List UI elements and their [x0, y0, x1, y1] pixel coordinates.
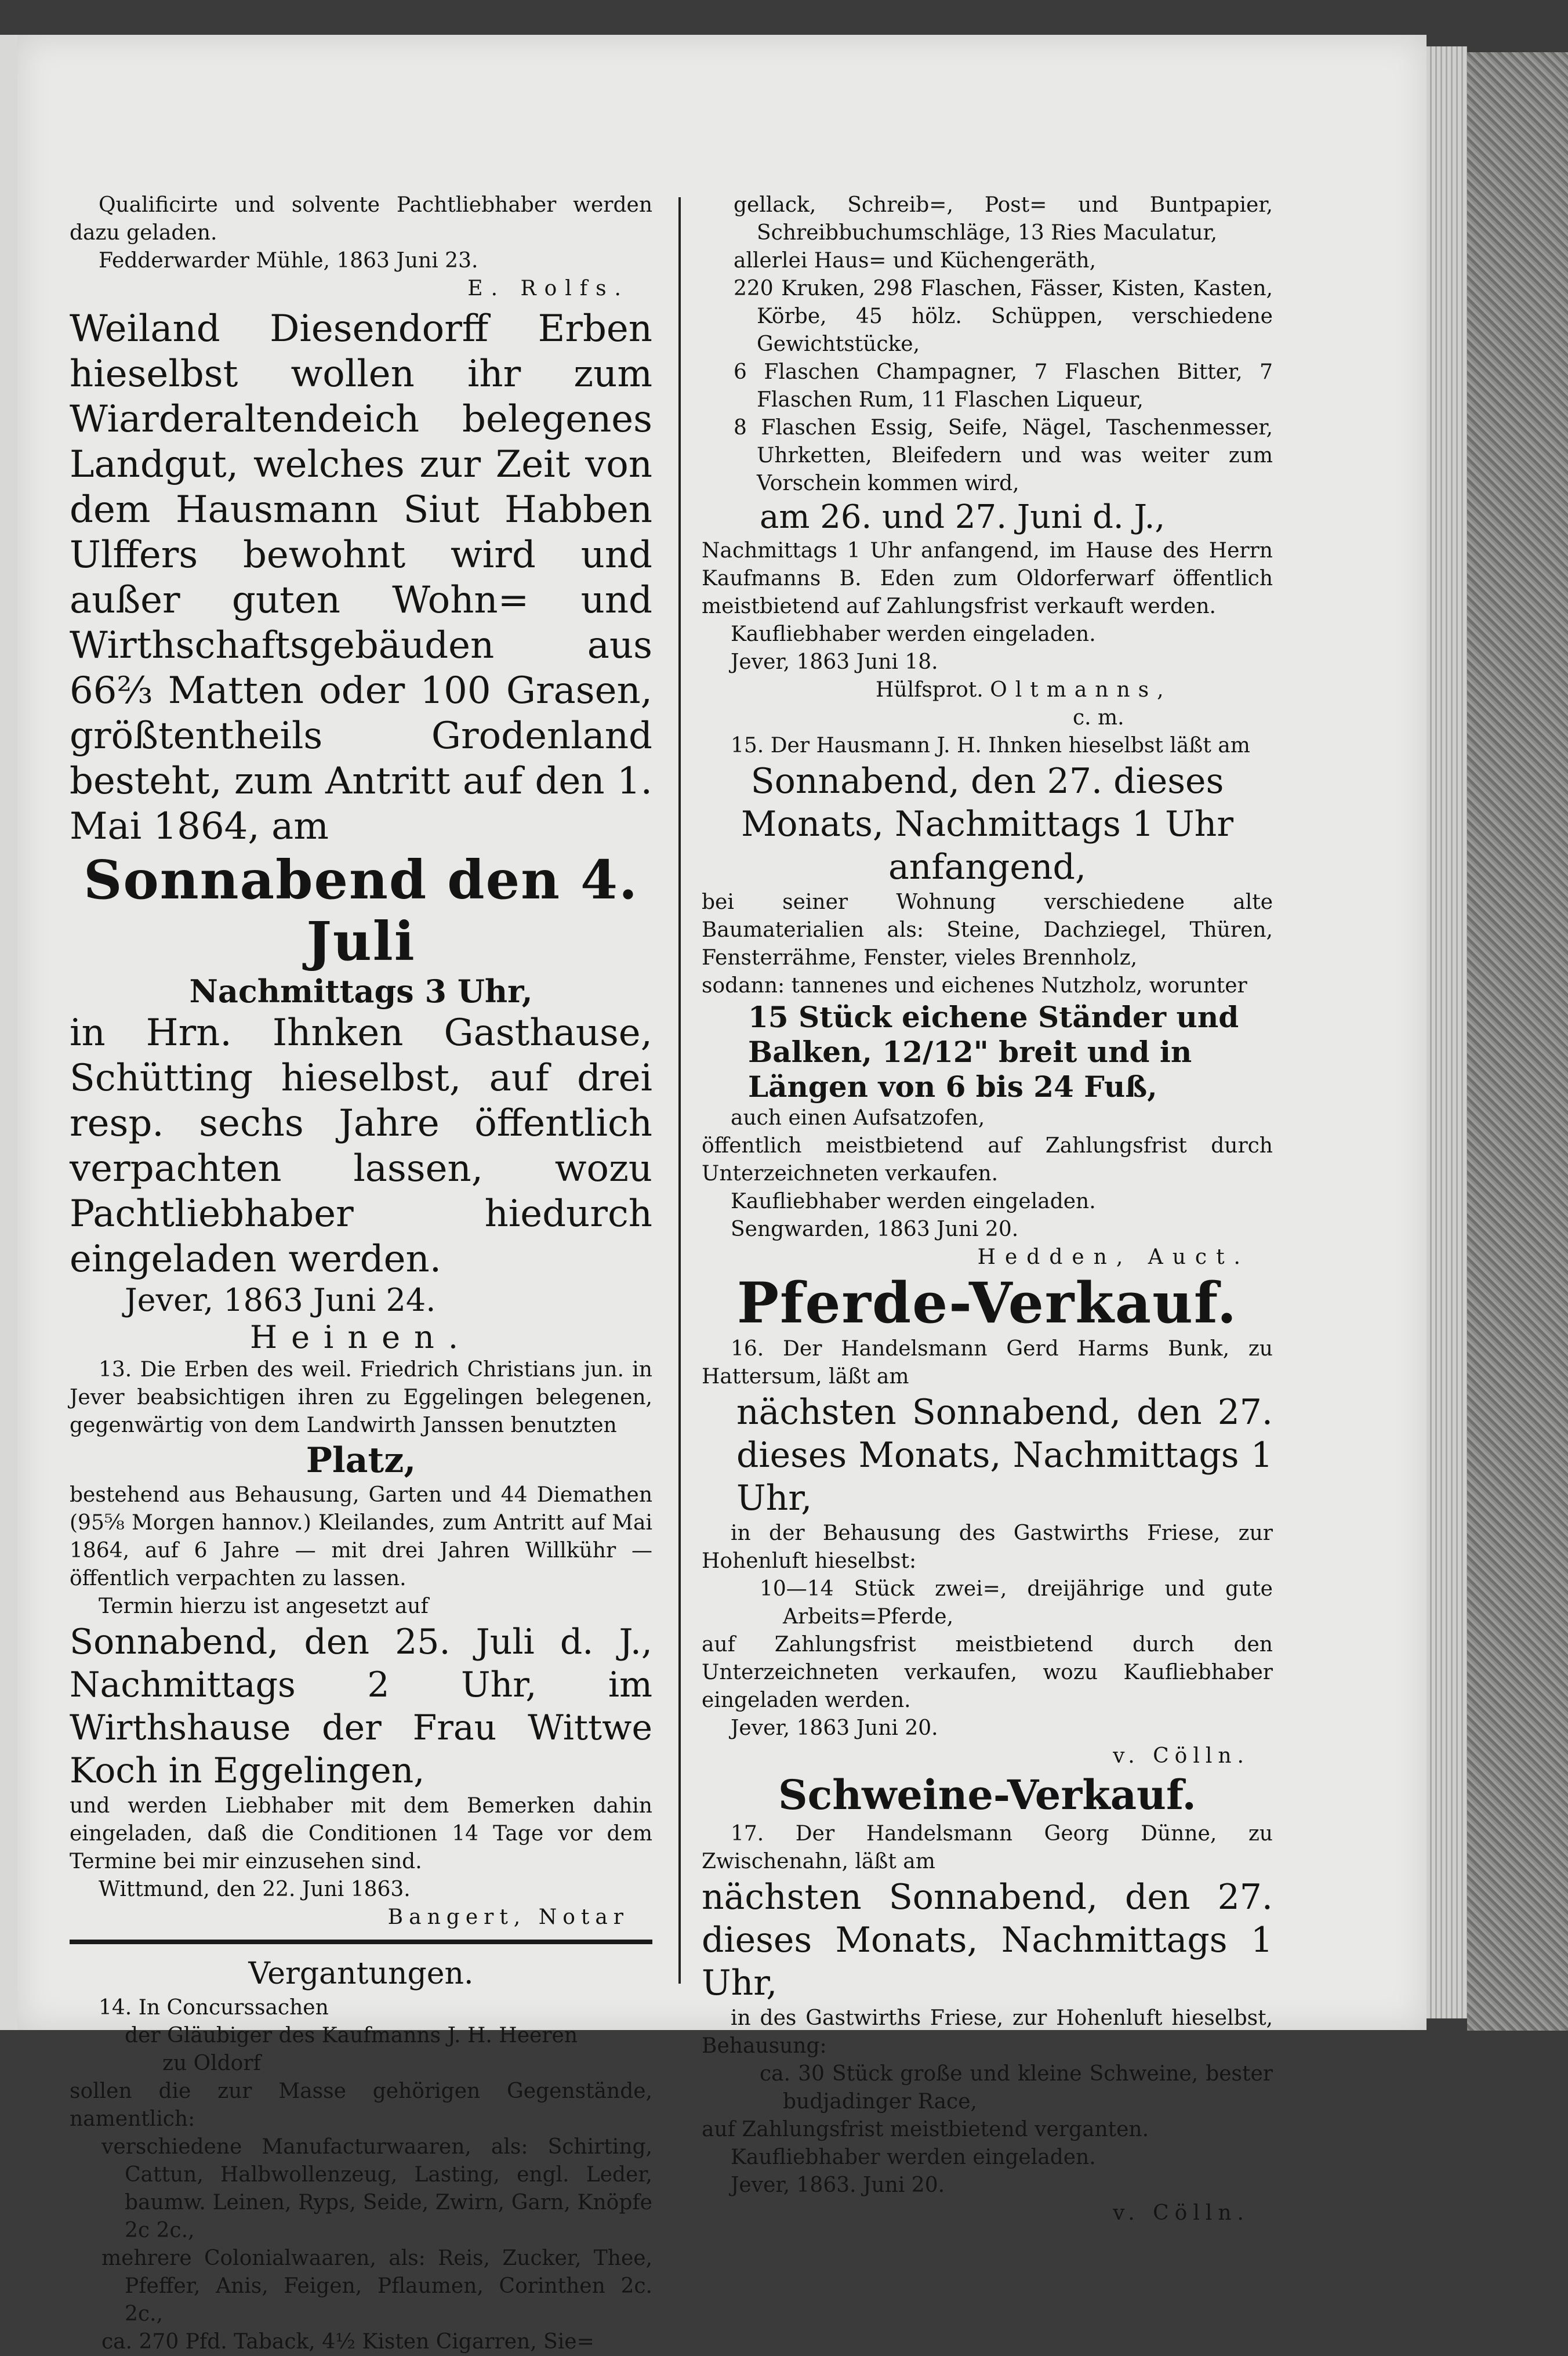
item-14-text: 14. In Concurssachen	[99, 1996, 329, 2020]
signature: v. Cölln.	[1113, 2201, 1250, 2225]
item-14-text: sollen die zur Masse gehörigen Gegenstände, namentlich:	[70, 2079, 652, 2131]
place-date: Jever, 1863 Juni 24.	[125, 1282, 436, 1318]
item-14-list: gellack, Schreib=, Post= und Buntpapier, Schreibbuchumschläge, 13 Ries Maculatur,	[734, 193, 1273, 245]
item-16-text: 16. Der Handelsmann Gerd Harms Bunk, zu Hattersum, läßt am	[702, 1337, 1273, 1389]
schweine-title: Schweine-Verkauf.	[778, 1771, 1196, 1819]
ad-time-heading: Nachmittags 3 Uhr,	[189, 973, 533, 1010]
item-14-list: 6 Flaschen Champagner, 7 Flaschen Bitter, 7 Flaschen Rum, 11 Flaschen Liqueur,	[734, 360, 1273, 412]
item-17-details: ca. 30 Stück große und kleine Schweine, bester budjadinger Race,	[760, 2062, 1273, 2114]
place-date: Fedderwarder Mühle, 1863 Juni 23.	[99, 249, 478, 273]
signature-name: Oltmanns,	[990, 678, 1172, 702]
item-15-invite: Kaufliebhaber werden eingeladen.	[731, 1190, 1096, 1213]
column-divider	[678, 197, 681, 1984]
section-title: Vergantungen.	[248, 1956, 474, 1991]
section-rule	[70, 1940, 652, 1944]
item-14-details: Nachmittags 1 Uhr anfangend, im Hause des Herrn Kaufmanns B. Eden zum Oldorferwarf öffentlich meistbietend auf Zahlungsfrist verkauft werden.	[702, 539, 1273, 618]
item-13-closing: und werden Liebhaber mit dem Bemerken dahin eingeladen, daß die Conditionen 14 Tage vor dem Termine bei mir einzusehen sind.	[70, 1794, 652, 1873]
item-15-details: auch einen Aufsatzofen,	[731, 1106, 985, 1130]
signature: v. Cölln.	[1113, 1744, 1250, 1768]
item-17-details: in des Gastwirths Friese, zur Hohenluft hieselbst, Behausung:	[702, 2006, 1273, 2058]
item-15-bold: 15 Stück eichene Ständer und Balken, 12/12" breit und in Längen von 6 bis 24 Fuß,	[748, 1000, 1239, 1104]
left-column	[70, 191, 652, 2356]
signature	[702, 676, 1273, 704]
signature: E. Rolfs.	[467, 277, 629, 300]
item-17-details: auf Zahlungsfrist meistbietend verganten.	[702, 2118, 1149, 2141]
place-date: Wittmund, den 22. Juni 1863.	[99, 1877, 411, 1901]
item-13-text: 13. Die Erben des weil. Friedrich Christians jun. in Jever beabsichtigen ihren zu Eggelingen belegenen, gegenwärtig von dem Landwirth Janssen benutzten	[70, 1358, 652, 1437]
item-17-date-large: nächsten Sonnabend, den 27. dieses Monats, Nachmittags 1 Uhr,	[702, 1877, 1273, 2003]
ad-body-large: Weiland Diesendorff Erben hieselbst wollen ihr zum Wiarderaltendeich belegenes Landgut, welches zur Zeit von dem Hausmann Siut Habben Ulffers bewohnt wird und außer guten Wohn= und Wirthschaftsgebäuden aus 66⅔ Matten oder 100 Grasen, größtentheils Grodenland besteht, zum Antritt auf den 1. Mai 1864, am	[70, 307, 652, 848]
item-17-text: 17. Der Handelsmann Georg Dünne, zu Zwischenahn, läßt am	[702, 1822, 1273, 1873]
item-16-details: in der Behausung des Gastwirths Friese, zur Hohenluft hieselbst:	[702, 1521, 1273, 1573]
place-date: Jever, 1863 Juni 20.	[731, 1716, 938, 1740]
item-14-list: allerlei Haus= und Küchengeräth,	[734, 249, 1097, 273]
item-15-text: 15. Der Hausmann J. H. Ihnken hieselbst läßt am	[731, 734, 1250, 757]
signature: Hedden, Auct.	[977, 1245, 1250, 1269]
item-13-termin: Termin hierzu ist angesetzt auf	[99, 1594, 429, 1618]
item-15-date-large: Sonnabend, den 27. dieses Monats, Nachmittags 1 Uhr anfangend,	[741, 761, 1234, 887]
item-14-invite: Kaufliebhaber werden eingeladen.	[731, 622, 1096, 646]
item-13-heading: Platz,	[306, 1440, 416, 1481]
item-13-details: bestehend aus Behausung, Garten und 44 Diemathen (95⅝ Morgen hannov.) Kleilandes, zum Antritt auf Mai 1864, auf 6 Jahre — mit drei Jahren Willkühr — öffentlich verpachten zu lassen.	[70, 1483, 652, 1590]
item-16-details: 10—14 Stück zwei=, dreijährige und gute Arbeits=Pferde,	[760, 1577, 1273, 1629]
book-gutter	[0, 35, 19, 2030]
intro-text: Qualificirte und solvente Pachtliebhaber werden dazu geladen.	[70, 193, 652, 245]
item-16-date-large: nächsten Sonnabend, den 27. dieses Monats, Nachmittags 1 Uhr,	[736, 1392, 1273, 1518]
ad-body-large-2: in Hrn. Ihnken Gasthause, Schütting hieselbst, auf drei resp. sechs Jahre öffentlich verpachten lassen, wozu Pachtliebhaber hiedurch eingeladen werden.	[70, 1012, 652, 1281]
right-column	[702, 191, 1273, 2227]
ad-date-heading: Sonnabend den 4. Juli	[83, 849, 639, 973]
item-14-list: 220 Kruken, 298 Flaschen, Fässer, Kisten, Kasten, Körbe, 45 hölz. Schüppen, verschiedene Gewichtstücke,	[734, 277, 1273, 356]
item-16-details: auf Zahlungsfrist meistbietend durch den Unterzeichneten verkaufen, wozu Kaufliebhaber eingeladen werden.	[702, 1633, 1273, 1712]
signature: Bangert, Notar	[387, 1905, 629, 1929]
item-15-details: bei seiner Wohnung verschiedene alte Baumaterialien als: Steine, Dachziegel, Thüren, Fensterrähme, Fenster, vieles Brennholz,	[702, 890, 1273, 970]
signature: Heinen.	[250, 1319, 472, 1355]
book-cover-board	[1467, 52, 1568, 2031]
item-14-list: ca. 270 Pfd. Taback, 4½ Kisten Cigarren, Sie=	[101, 2330, 594, 2354]
item-15-details: öffentlich meistbietend auf Zahlungsfrist durch Unterzeichneten verkaufen.	[702, 1134, 1273, 1186]
item-14-text: der Gläubiger des Kaufmanns J. H. Heeren	[125, 2024, 578, 2047]
item-14-list: 8 Flaschen Essig, Seife, Nägel, Taschenmesser, Uhrketten, Bleifedern und was weiter zum Vorschein kommen wird,	[734, 416, 1273, 495]
place-date: Jever, 1863 Juni 18.	[731, 650, 938, 674]
item-15-details: sodann: tannenes und eichenes Nutzholz, worunter	[702, 974, 1247, 998]
item-13-date-large: Sonnabend, den 25. Juli d. J., Nachmittags 2 Uhr, im Wirthshause der Frau Wittwe Koch in Eggelingen,	[70, 1622, 652, 1791]
item-14-list: mehrere Colonialwaaren, als: Reis, Zucker, Thee, Pfeffer, Anis, Feigen, Pflaumen, Corinthen 2c. 2c.,	[101, 2246, 652, 2326]
item-14-date-large: am 26. und 27. Juni d. J.,	[760, 498, 1166, 536]
place-date: Jever, 1863. Juni 20.	[731, 2173, 945, 2197]
item-14-text: zu Oldorf	[162, 2051, 261, 2075]
item-14-list: verschiedene Manufacturwaaren, als: Schirting, Cattun, Halbwollenzeug, Lasting, engl. Leder, baumw. Leinen, Ryps, Seide, Zwirn, Garn, Knöpfe 2c 2c.,	[101, 2135, 652, 2242]
signature-suffix: c. m.	[1073, 706, 1124, 730]
signature-title: Hülfsprot.	[876, 678, 983, 702]
page-edges	[1427, 46, 1467, 2018]
place-date: Sengwarden, 1863 Juni 20.	[731, 1217, 1019, 1241]
item-17-invite: Kaufliebhaber werden eingeladen.	[731, 2145, 1096, 2169]
pferde-title: Pferde-Verkauf.	[736, 1270, 1238, 1336]
